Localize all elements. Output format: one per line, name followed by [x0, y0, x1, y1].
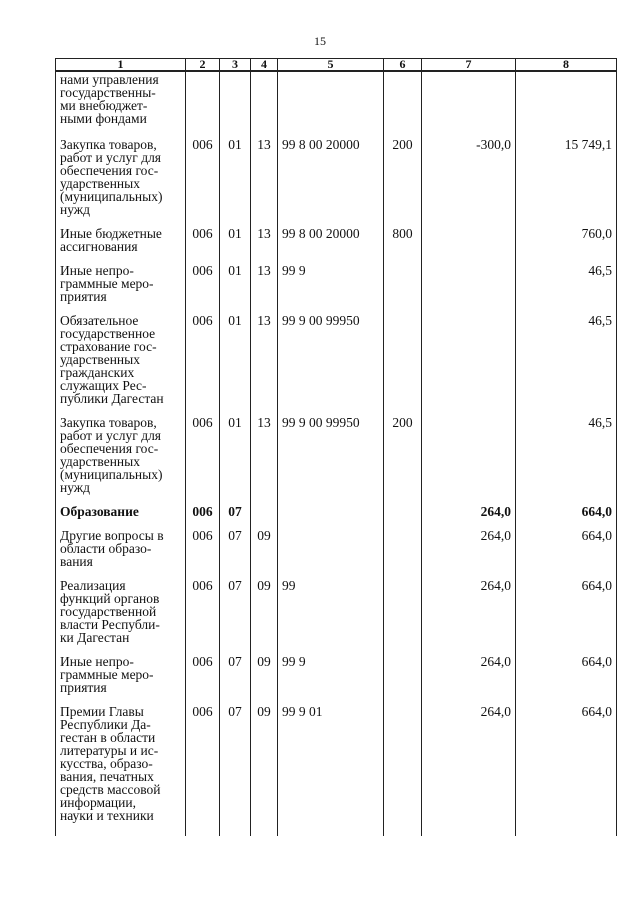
cell-c6 — [384, 574, 422, 650]
table-row — [56, 71, 617, 133]
cell-c4 — [251, 500, 278, 524]
cell-c8: 664,0 — [516, 574, 617, 650]
cell-c5: 99 9 00 99950 — [278, 411, 384, 500]
cell-c2: 006 — [186, 133, 220, 222]
cell-c7 — [422, 259, 516, 309]
cell-c5: 99 — [278, 574, 384, 650]
cell-c7 — [422, 411, 516, 500]
cell-c8: 664,0 — [516, 500, 617, 524]
table-row — [56, 524, 617, 574]
cell-c3: 07 — [220, 524, 251, 574]
column-header: 3 — [220, 59, 251, 72]
cell-c6 — [384, 700, 422, 836]
cell-c2: 006 — [186, 222, 220, 259]
table-row — [56, 574, 617, 650]
cell-c6 — [384, 259, 422, 309]
cell-c5 — [278, 500, 384, 524]
cell-c7: -300,0 — [422, 133, 516, 222]
cell-c6 — [384, 309, 422, 411]
cell-c3: 07 — [220, 700, 251, 836]
cell-c2: 006 — [186, 309, 220, 411]
cell-c3: 01 — [220, 133, 251, 222]
cell-c4: 13 — [251, 222, 278, 259]
cell-c2: 006 — [186, 700, 220, 836]
row-label: Реализация функций органов государственной власти Республи- ки Дагестан — [56, 574, 186, 650]
cell-c6: 200 — [384, 133, 422, 222]
cell-c3: 01 — [220, 259, 251, 309]
row-label: Премии Главы Республики Да- гестан в области литературы и ис- кусства, образо- вания, печатных средств массовой информации, науки и техники — [56, 700, 186, 836]
cell-c3: 07 — [220, 650, 251, 700]
table-header — [56, 59, 617, 72]
cell-c8: 664,0 — [516, 700, 617, 836]
cell-c8: 46,5 — [516, 259, 617, 309]
table-row — [56, 222, 617, 259]
row-label: Обязательное государственное страхование гос- ударственных гражданских служащих Рес- публики Дагестан — [56, 309, 186, 411]
table-row — [56, 259, 617, 309]
cell-c3 — [220, 71, 251, 133]
cell-c2: 006 — [186, 650, 220, 700]
cell-c5: 99 9 00 99950 — [278, 309, 384, 411]
cell-c4: 13 — [251, 411, 278, 500]
cell-c3: 01 — [220, 309, 251, 411]
cell-c8: 46,5 — [516, 411, 617, 500]
cell-c7: 264,0 — [422, 574, 516, 650]
cell-c5: 99 9 01 — [278, 700, 384, 836]
cell-c7 — [422, 222, 516, 259]
cell-c3: 01 — [220, 411, 251, 500]
cell-c7 — [422, 71, 516, 133]
table-row — [56, 650, 617, 700]
cell-c2: 006 — [186, 259, 220, 309]
table-row — [56, 411, 617, 500]
cell-c5 — [278, 71, 384, 133]
cell-c4: 09 — [251, 700, 278, 836]
cell-c4: 09 — [251, 650, 278, 700]
column-header: 7 — [422, 59, 516, 72]
row-label: Иные непро- граммные меро- приятия — [56, 259, 186, 309]
cell-c6 — [384, 650, 422, 700]
cell-c7: 264,0 — [422, 700, 516, 836]
row-label: Образование — [56, 500, 186, 524]
cell-c8: 15 749,1 — [516, 133, 617, 222]
cell-c5: 99 9 — [278, 650, 384, 700]
column-header: 4 — [251, 59, 278, 72]
table-row — [56, 500, 617, 524]
page-number: 15 — [314, 34, 326, 48]
budget-table — [55, 58, 617, 836]
cell-c7: 264,0 — [422, 524, 516, 574]
column-header: 8 — [516, 59, 617, 72]
cell-c8: 46,5 — [516, 309, 617, 411]
cell-c8: 664,0 — [516, 524, 617, 574]
cell-c2 — [186, 71, 220, 133]
cell-c8: 760,0 — [516, 222, 617, 259]
column-header: 5 — [278, 59, 384, 72]
cell-c5: 99 8 00 20000 — [278, 222, 384, 259]
table-body — [56, 71, 617, 836]
cell-c5 — [278, 524, 384, 574]
cell-c2: 006 — [186, 574, 220, 650]
cell-c6 — [384, 71, 422, 133]
cell-c7 — [422, 309, 516, 411]
row-label: Иные непро- граммные меро- приятия — [56, 650, 186, 700]
table-row — [56, 700, 617, 836]
cell-c6 — [384, 524, 422, 574]
cell-c4: 09 — [251, 574, 278, 650]
cell-c6: 200 — [384, 411, 422, 500]
row-label: Другие вопросы в области образо- вания — [56, 524, 186, 574]
column-header: 6 — [384, 59, 422, 72]
cell-c3: 01 — [220, 222, 251, 259]
row-label: Закупка товаров, работ и услуг для обеспечения гос- ударственных (муниципальных) нужд — [56, 133, 186, 222]
table-row — [56, 309, 617, 411]
cell-c6: 800 — [384, 222, 422, 259]
cell-c6 — [384, 500, 422, 524]
cell-c4: 13 — [251, 259, 278, 309]
cell-c4 — [251, 71, 278, 133]
cell-c3: 07 — [220, 574, 251, 650]
cell-c2: 006 — [186, 500, 220, 524]
cell-c8: 664,0 — [516, 650, 617, 700]
cell-c4: 13 — [251, 133, 278, 222]
cell-c3: 07 — [220, 500, 251, 524]
row-label: нами управления государственны- ми внебюджет- ными фондами — [56, 71, 186, 133]
row-label: Иные бюджетные ассигнования — [56, 222, 186, 259]
cell-c4: 13 — [251, 309, 278, 411]
cell-c5: 99 9 — [278, 259, 384, 309]
cell-c7: 264,0 — [422, 650, 516, 700]
table-row — [56, 133, 617, 222]
row-label: Закупка товаров, работ и услуг для обеспечения гос- ударственных (муниципальных) нужд — [56, 411, 186, 500]
cell-c4: 09 — [251, 524, 278, 574]
cell-c2: 006 — [186, 524, 220, 574]
column-header: 1 — [56, 59, 186, 72]
cell-c8 — [516, 71, 617, 133]
column-header: 2 — [186, 59, 220, 72]
cell-c5: 99 8 00 20000 — [278, 133, 384, 222]
cell-c7: 264,0 — [422, 500, 516, 524]
cell-c2: 006 — [186, 411, 220, 500]
